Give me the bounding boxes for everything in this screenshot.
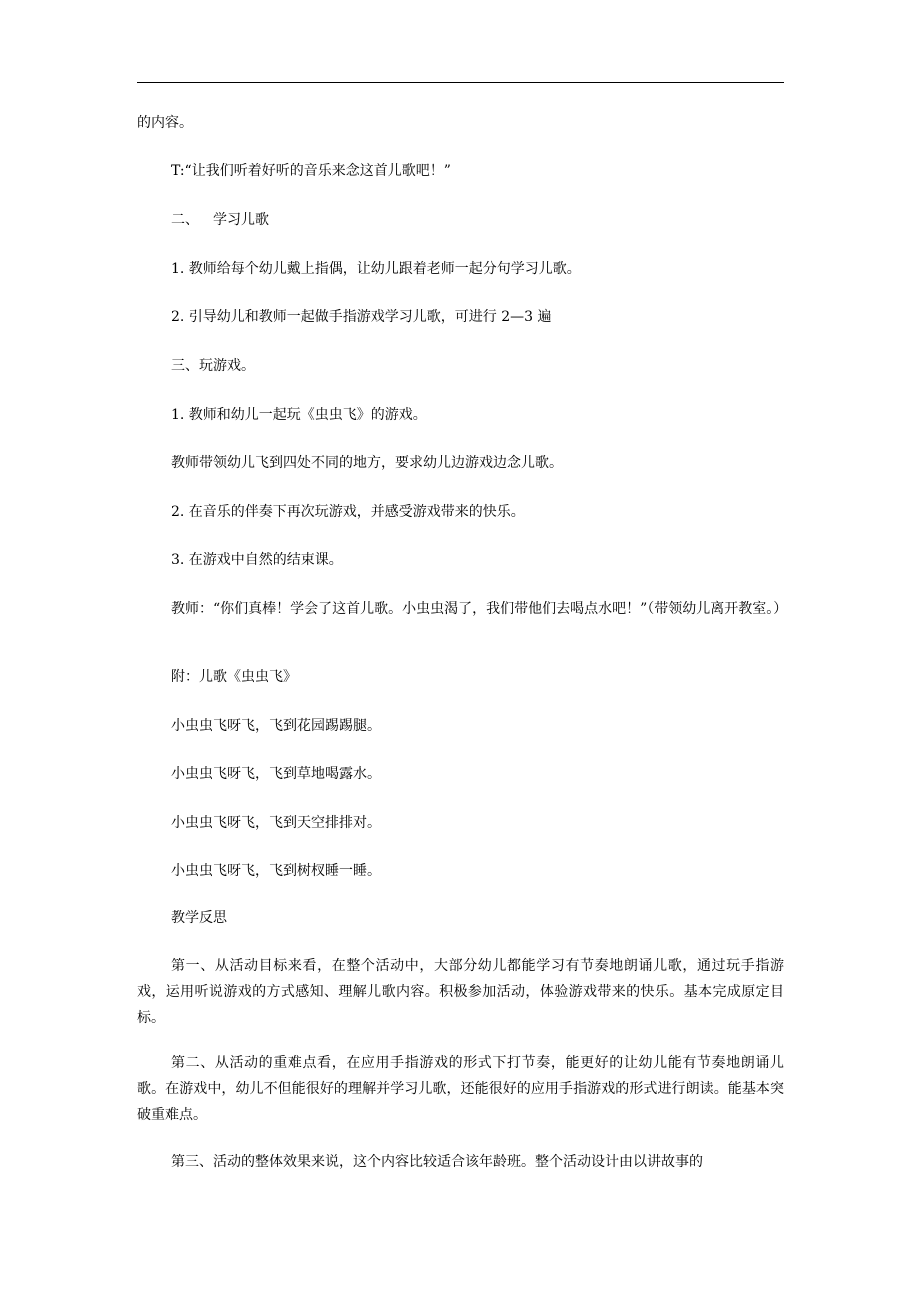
list-item: 1. 教师给每个幼儿戴上指偶，让幼儿跟着老师一起分句学习儿歌。 xyxy=(171,261,581,277)
poem-line: 小虫虫飞呀飞，飞到花园踢踢腿。 xyxy=(171,718,381,734)
paragraph: 第二、从活动的重难点看，在应用手指游戏的形式下打节奏，能更好的让幼儿能有节奏地朗诵儿歌。在游戏中，幼儿不但能很好的理解并学习儿歌，还能很好的应用手指游戏的形式进行朗读。能基本突破重难点。 xyxy=(137,1055,784,1123)
paragraph: 第一、从活动目标来看，在整个活动中，大部分幼儿都能学习有节奏地朗诵儿歌，通过玩手指游戏，运用听说游戏的方式感知、理解儿歌内容。积极参加活动，体验游戏带来的快乐。基本完成原定目标。 xyxy=(137,958,784,1026)
poem-line: 小虫虫飞呀飞，飞到草地喝露水。 xyxy=(171,766,381,782)
header-rule xyxy=(137,82,784,83)
text-line: 附：儿歌《虫虫飞》 xyxy=(171,669,297,685)
section-heading: 三、玩游戏。 xyxy=(171,358,255,374)
poem-line: 小虫虫飞呀飞，飞到天空排排对。 xyxy=(171,815,381,831)
list-item: 3. 在游戏中自然的结束课。 xyxy=(171,552,343,568)
list-item: 2. 在音乐的伴奏下再次玩游戏，并感受游戏带来的快乐。 xyxy=(171,504,525,520)
section-number: 二、 xyxy=(171,212,199,228)
list-item: 1. 教师和幼儿一起玩《虫虫飞》的游戏。 xyxy=(171,407,427,423)
section-title: 学习儿歌 xyxy=(213,212,269,228)
text-line: 的内容。 xyxy=(137,115,193,131)
text-line: 教师带领幼儿飞到四处不同的地方，要求幼儿边游戏边念儿歌。 xyxy=(171,455,563,471)
text-line: T:“让我们听着好听的音乐来念这首儿歌吧！” xyxy=(171,163,451,179)
paragraph: 第三、活动的整体效果来说，这个内容比较适合该年龄班。整个活动设计由以讲故事的 xyxy=(171,1154,703,1170)
section-heading xyxy=(137,210,818,230)
list-item: 2. 引导幼儿和教师一起做手指游戏学习儿歌，可进行 2—3 遍 xyxy=(171,309,552,325)
paragraph: 教师：“你们真棒！学会了这首儿歌。小虫虫渴了，我们带他们去喝点水吧！”（带领幼儿离开教室。） xyxy=(171,601,788,617)
poem-line: 小虫虫飞呀飞，飞到树杈睡一睡。 xyxy=(171,863,381,879)
section-heading: 教学反思 xyxy=(171,910,227,926)
